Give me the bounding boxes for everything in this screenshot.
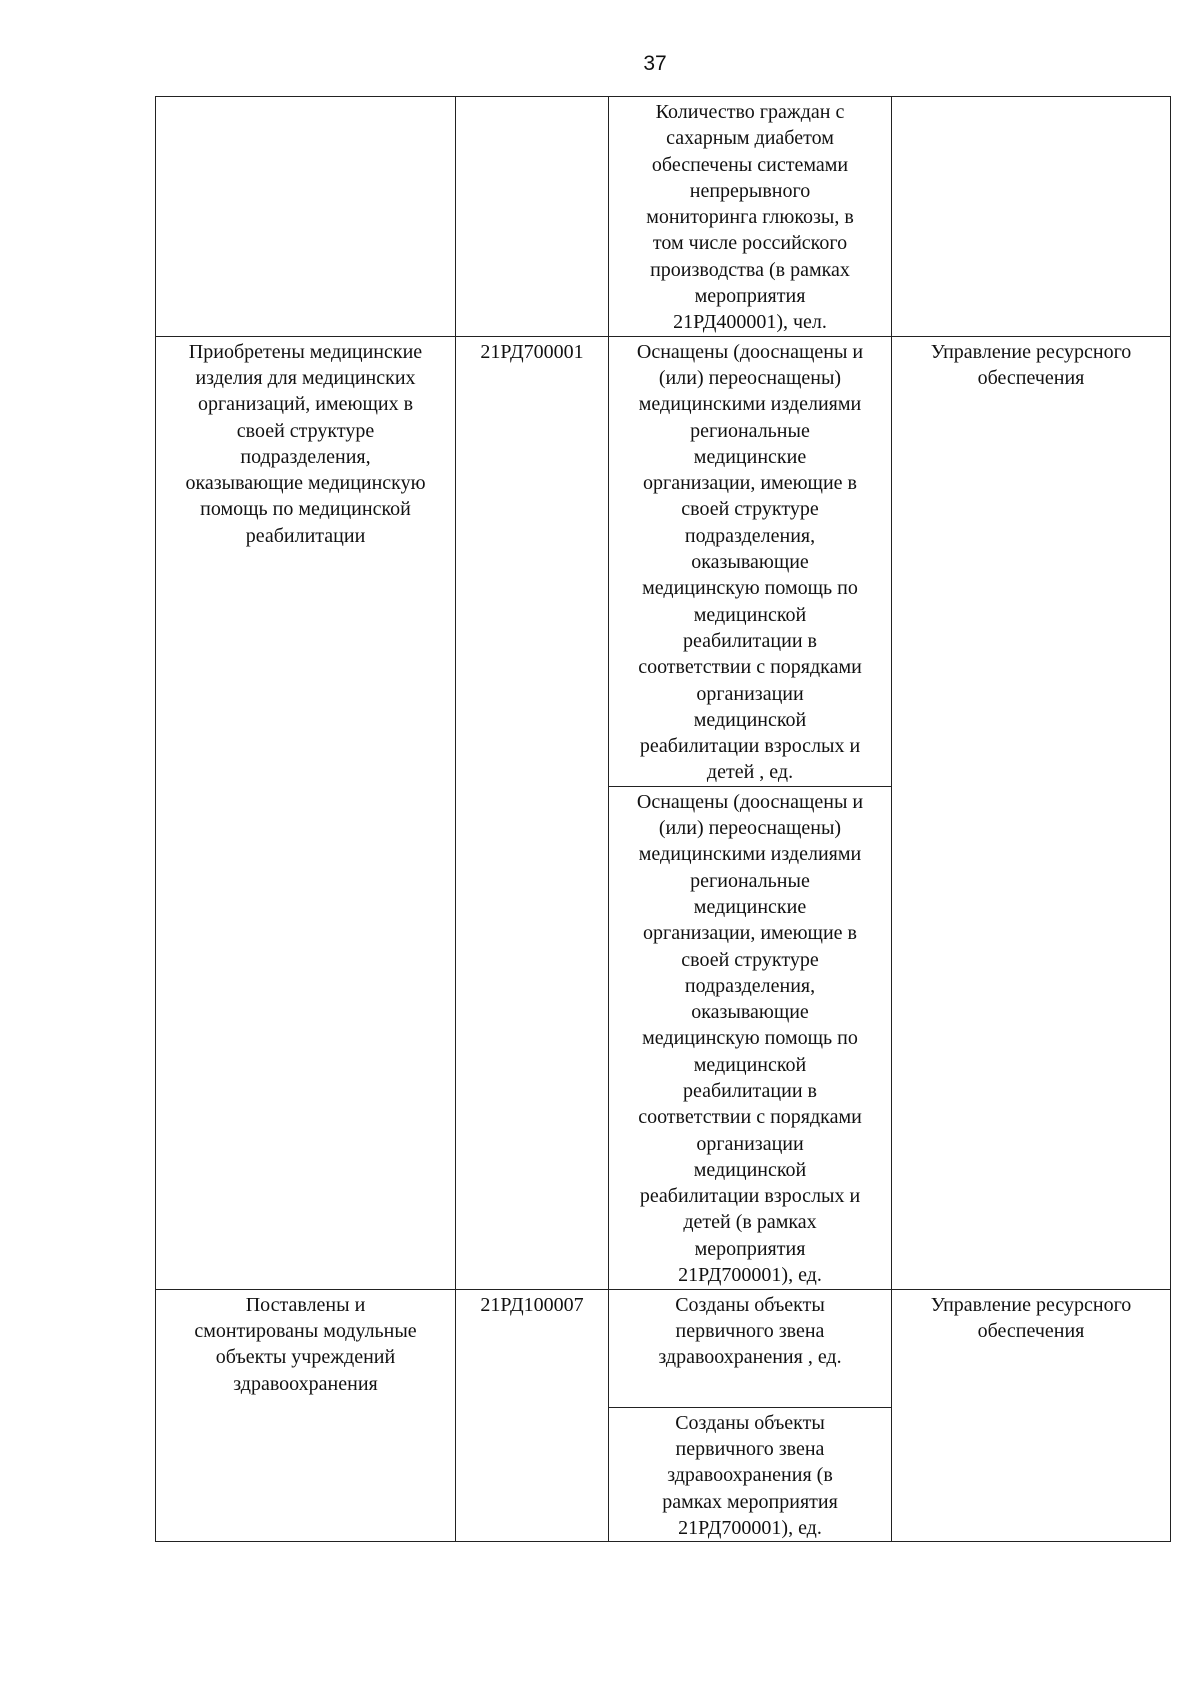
responsible-cell [892,1289,1171,1541]
indicator-text: Созданы объекты первичного звена здравоохранения , ед. [658,1293,842,1369]
result-text: Приобретены медицинские изделия для медицинских организаций, имеющих в своей структуре подразделения, оказывающие медицинскую помощь по медицинской реабилитации [185,340,426,547]
result-cell [156,97,456,337]
indicator-cell [609,1289,892,1407]
indicator-cell [609,336,892,786]
table-row [156,97,1171,337]
indicator-cell [609,1407,892,1541]
table-row [156,336,1171,786]
program-table [155,96,1171,1542]
responsible-cell [892,97,1171,337]
page-number: 37 [643,52,667,75]
indicator-text: Оснащены (дооснащены и (или) переоснащены) медицинскими изделиями региональные медицинские организации, имеющие в своей структуре подразделения, оказывающие медицинскую помощь по медицинской реабилитации в соответствии с порядками организации медицинской реабилитации взрослых и детей (в рамках мероприятия 21РД700001), ед. [636,790,864,1287]
responsible-text: Управление ресурсного обеспечения [930,340,1132,389]
code-text: 21РД700001 [480,340,584,363]
code-cell [456,1289,609,1541]
result-cell [156,336,456,1289]
code-cell [456,336,609,1289]
result-text: Поставлены и смонтированы модульные объекты учреждений здравоохранения [194,1293,417,1395]
indicator-text: Оснащены (дооснащены и (или) переоснащены) медицинскими изделиями региональные медицинские организации, имеющие в своей структуре подразделения, оказывающие медицинскую помощь по медицинской реабилитации в соответствии с порядками организации медицинской реабилитации взрослых и детей , ед. [636,340,864,784]
indicator-text: Количество граждан с сахарным диабетом обеспечены системами непрерывного мониторинга глюкозы, в том числе российского производства (в рамках мероприятия 21РД400001), чел. [646,101,854,334]
code-text: 21РД100007 [480,1293,584,1316]
result-cell [156,1289,456,1541]
responsible-text: Управление ресурсного обеспечения [930,1293,1132,1343]
code-cell [456,97,609,337]
table-row [156,1289,1171,1407]
indicator-cell [609,786,892,1289]
indicator-cell [609,97,892,337]
responsible-cell [892,336,1171,1289]
indicator-text: Созданы объекты первичного звена здравоохранения (в рамках мероприятия 21РД700001), ед. [662,1411,838,1539]
